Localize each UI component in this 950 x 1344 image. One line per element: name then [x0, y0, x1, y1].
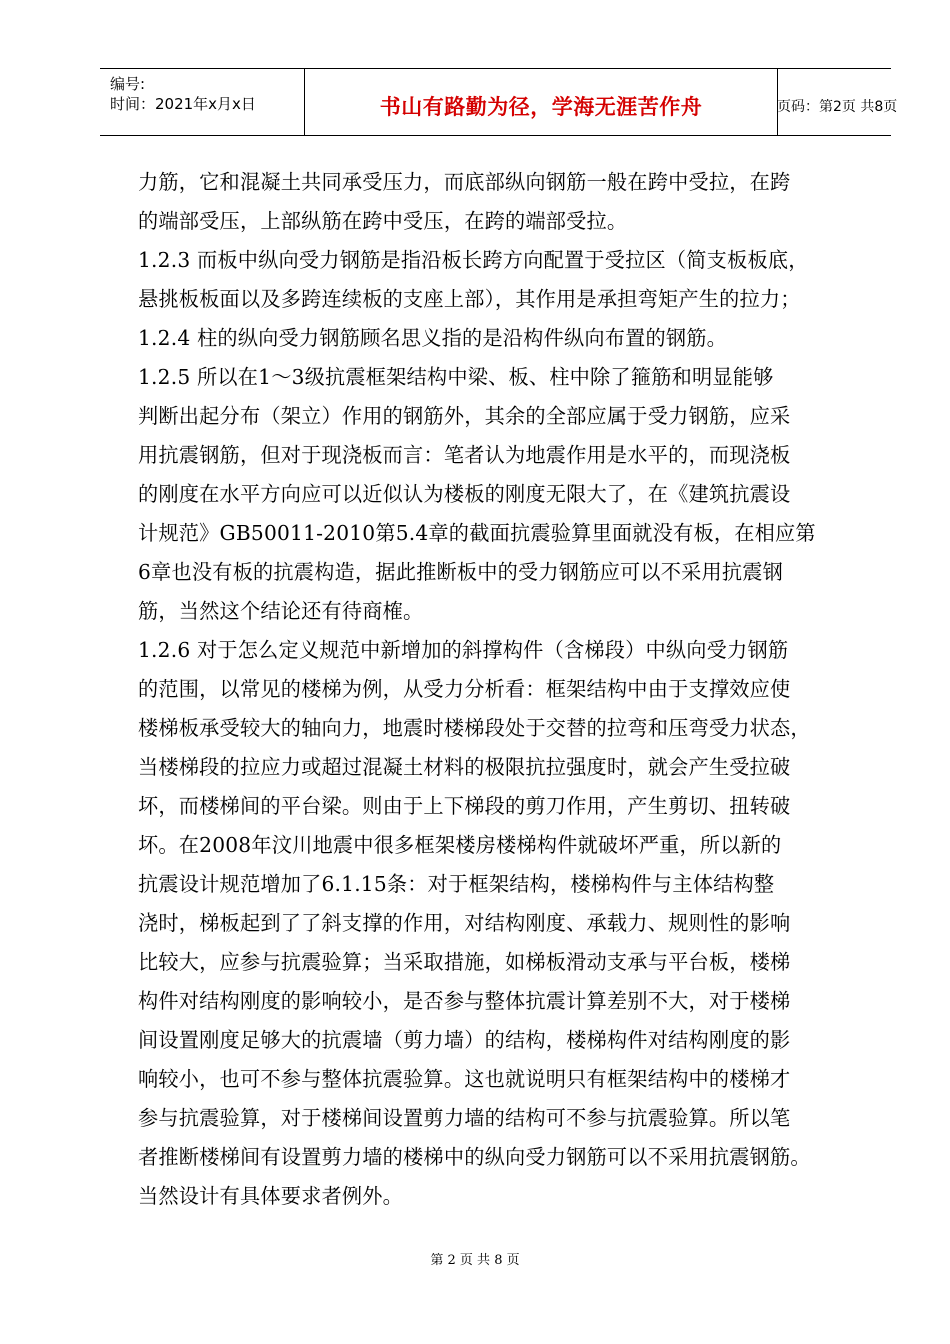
- page-footer: 第 2 页 共 8 页: [430, 1253, 520, 1268]
- header-meta-cell: [100, 69, 304, 135]
- document-body: [138, 163, 858, 1216]
- paragraph-1-2-3: 1.2.3 而板中纵向受力钢筋是指沿板长跨方向配置于受拉区（简支板板底， 悬挑板板面以及多跨连续板的支座上部），其作用是承担弯矩产生的拉力；: [138, 248, 809, 311]
- time-label: 时间：2021年x月x日: [110, 95, 256, 113]
- header-motto-cell: [304, 69, 778, 135]
- paragraph-1-2-4: 1.2.4 柱的纵向受力钢筋顾名思义指的是沿构件纵向布置的钢筋。: [138, 326, 728, 350]
- page-code: 页码：第2页 共8页: [777, 99, 898, 115]
- paragraph-1-2-5: 1.2.5 所以在1～3级抗震框架结构中梁、板、柱中除了箍筋和明显能够 判断出起分布（架立）作用的钢筋外，其余的全部应属于受力钢筋，应采 用抗震钢筋，但对于现浇板而言：笔者认为地震作用是水平的，而现浇板 的刚度在水平方向应可以近似认为楼板的刚度无限大了，在《建筑抗震设 计规范》GB50011-2010第5.4章的截面抗震验算里面就没有板，在相应第 6章也没有板的抗震构造，据此推断板中的受力钢筋应可以不采用抗震钢 筋，当然这个结论还有待商榷。: [138, 365, 816, 623]
- number-label: 编号:: [110, 75, 146, 93]
- paragraph-1-2-6: 1.2.6 对于怎么定义规范中新增加的斜撑构件（含梯段）中纵向受力钢筋 的范围，以常见的楼梯为例，从受力分析看：框架结构中由于支撑效应使 楼梯板承受较大的轴向力，地震时楼梯段处于交替的拉弯和压弯受力状态， 当楼梯段的拉应力或超过混凝土材料的极限抗拉强度时，就会产生受拉破 坏，而楼梯间的平台梁。则由于上下梯段的剪刀作用，产生剪切、扭转破 坏。在2008年汶川地震中很多框架楼房楼梯构件就破坏严重，所以新的 抗震设计规范增加了6.1.15条：对于框架结构，楼梯构件与主体结构整 浇时，梯板起到了了斜支撑的作用，对结构刚度、承载力、规则性的影响 比较大，应参与抗震验算；当采取措施，如梯板滑动支承与平台板，楼梯 构件对结构刚度的影响较小，是否参与整体抗震计算差别不大，对于楼梯 间设置刚度足够大的抗震墙（剪力墙）的结构，楼梯构件对结构刚度的影 响较小，也可不参与整体抗震验算。这也就说明只有框架结构中的楼梯才 参与抗震验算，对于楼梯间设置剪力墙的结构可不参与抗震验算。所以笔 者推断楼梯间有设置剪力墙的楼梯中的纵向受力钢筋可以不采用抗震钢筋。 当然设计有具体要求者例外。: [138, 638, 811, 1208]
- header-page-cell: [777, 69, 898, 135]
- page-header: [100, 68, 898, 136]
- paragraph-continuation: 力筋，它和混凝土共同承受压力，而底部纵向钢筋一般在跨中受拉，在跨 的端部受压，上部纵筋在跨中受压，在跨的端部受拉。: [138, 170, 791, 233]
- motto-text: 书山有路勤为径，学海无涯苦作舟: [379, 95, 703, 119]
